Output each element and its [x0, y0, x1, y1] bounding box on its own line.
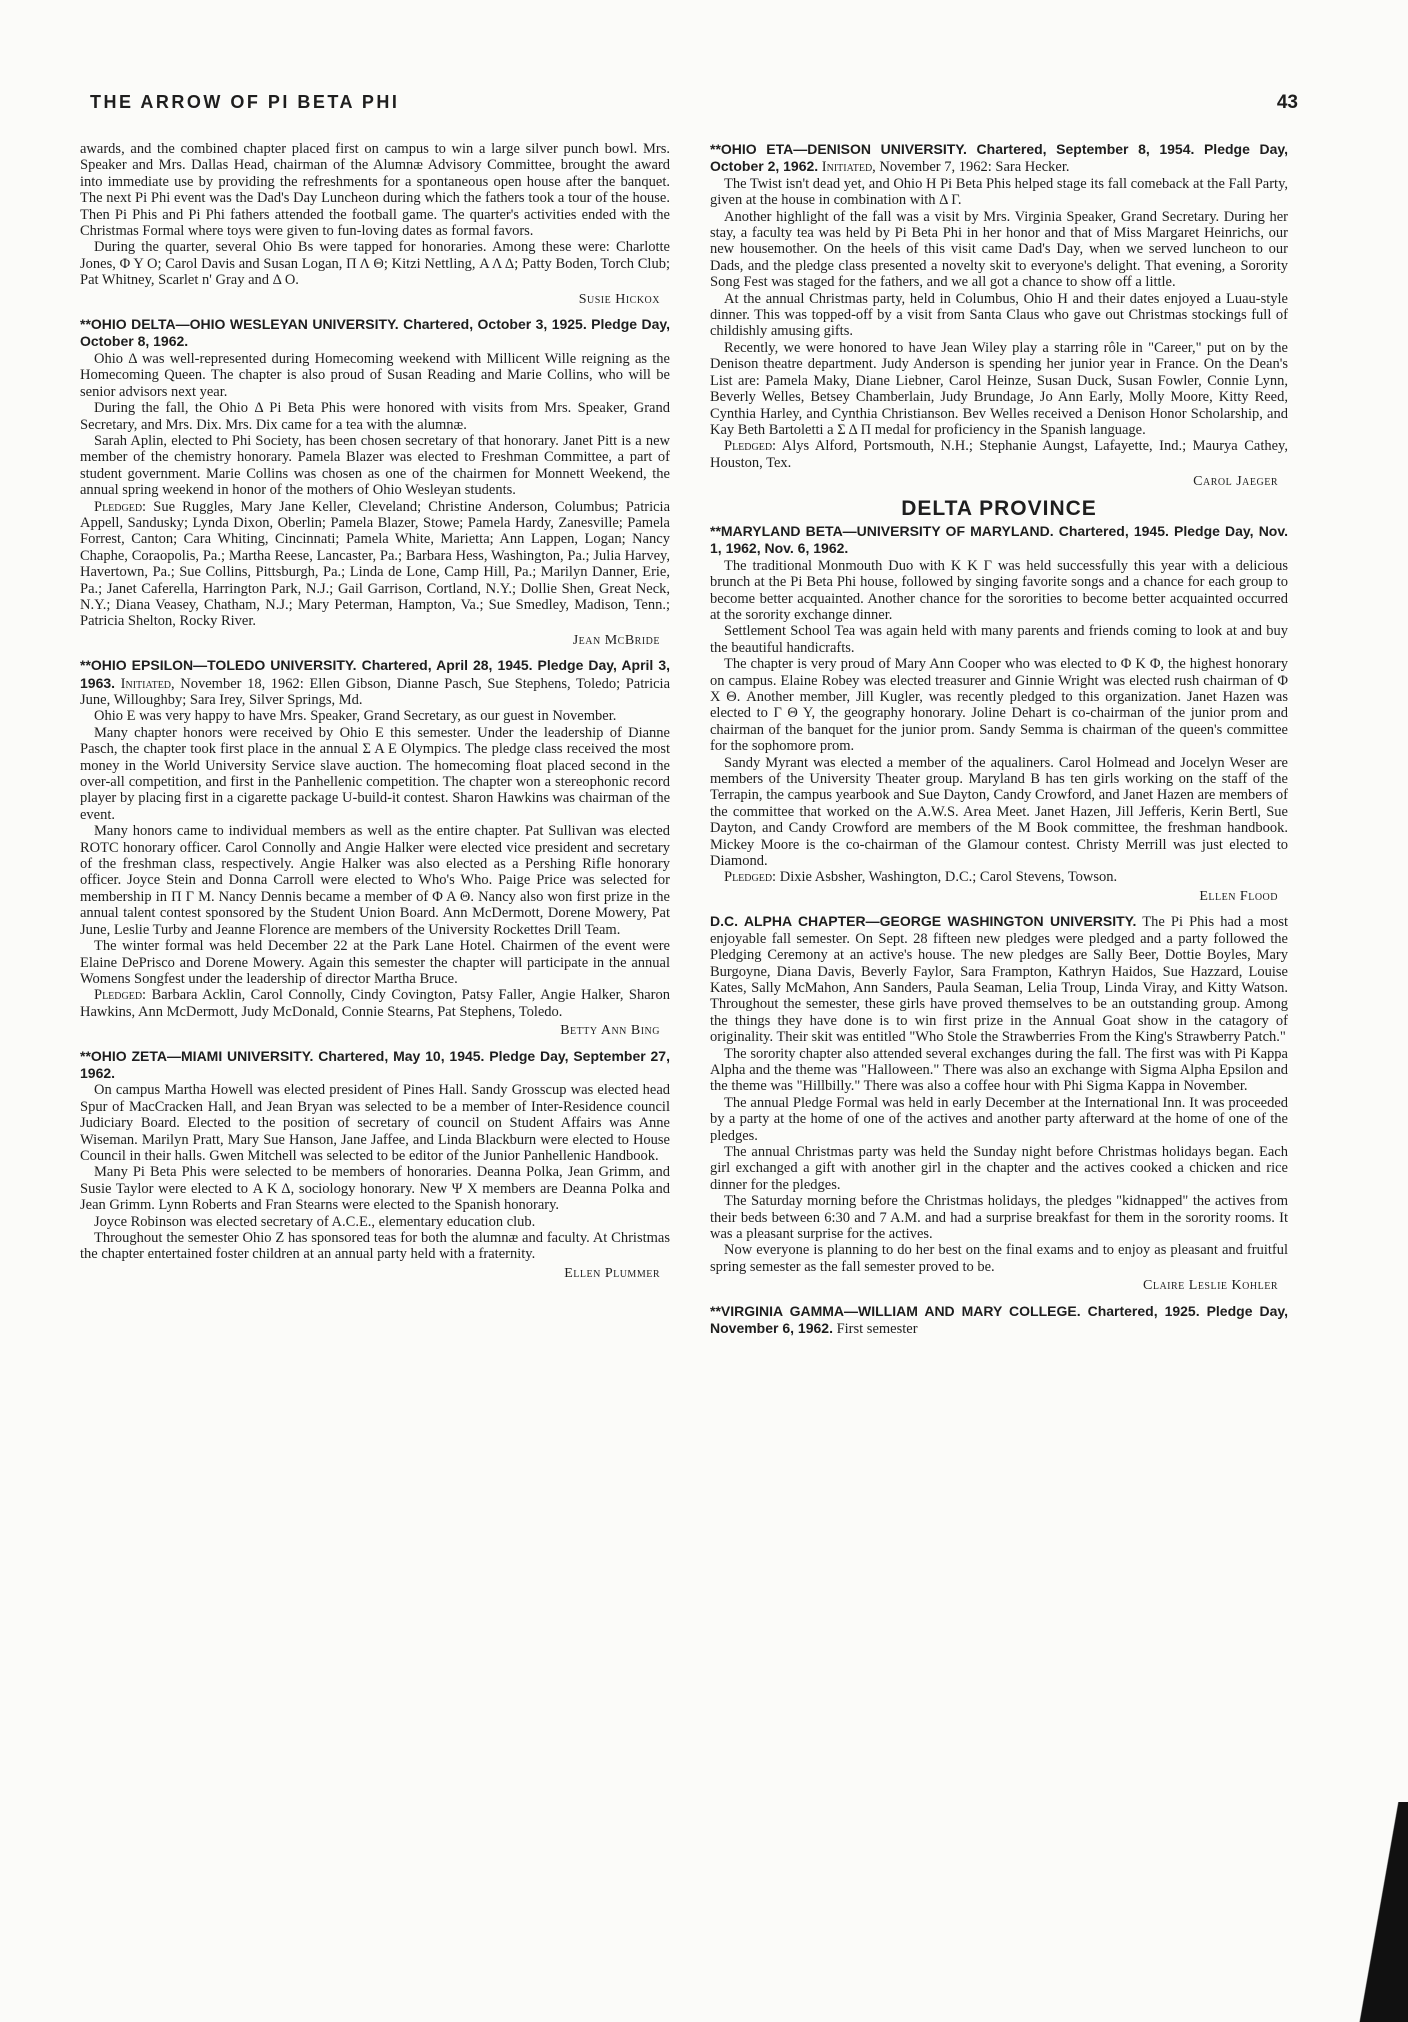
pledged-paragraph	[710, 869, 1288, 885]
paragraph: The sorority chapter also attended several exchanges during the fall. The first was with Pi Kappa Alpha and the theme was "Halloween." There was also an exchange with Sigma Alpha Epsilon and the theme was "Hillbilly." There was also a coffee hour with Phi Sigma Kappa in November.	[710, 1045, 1288, 1095]
paragraph: Sarah Aplin, elected to Phi Society, has been chosen secretary of that honorary. Janet Pitt is a new member of the chemistry honorary. Pamela Blazer was elected to Freshman Committee, a part of student government. Marie Collins was chosen as one of the chairmen for Monnett Weekend, the annual spring weekend in honor of the mothers of Ohio Wesleyan students.	[80, 432, 670, 499]
paragraph: Another highlight of the fall was a visit by Mrs. Virginia Speaker, Grand Secretary. During her stay, a faculty tea was held by Pi Beta Phi in her honor and that of Miss Margaret Heinrichs, our new housemother. On the heels of this visit came Dad's Day, when we served luncheon to our Dads, and the pledge class presented a novelty skit to everyone's delight. That evening, a Sorority Song Fest was staged for the fathers, and we all got a chance to show off a little.	[710, 208, 1288, 291]
signature: Ellen Plummer	[564, 1265, 660, 1281]
pledged-label: Pledged:	[724, 438, 777, 455]
chapter-heading	[710, 141, 1288, 176]
paragraph: Joyce Robinson was elected secretary of A.C.E., elementary education club.	[94, 1213, 536, 1230]
paragraph: During the fall, the Ohio Δ Pi Beta Phis were honored with visits from Mrs. Speaker, Grand Secretary, and Mrs. Dix. Mrs. Dix came for a tea with the alumnæ.	[80, 400, 670, 433]
paragraph: Recently, we were honored to have Jean Wiley play a starring rôle in "Career," put on by the Denison theatre department. Judy Anderson is spending her junior year in France. On the Dean's List are: Pamela Maky, Diane Liebner, Carol Heinze, Susan Duck, Susan Fowler, Connie Lynn, Beverly Welles, Betsey Chamberlain, Judy Brundage, Jo Ann Early, Molly Moore, Kitty Reed, Cynthia Harley, and Cynthia Christianson. Bev Welles received a Denison Honor Scholarship, and Kay Beth Bartoletti a Σ Δ Π medal for proficiency in the Spanish language.	[710, 339, 1288, 438]
signature: Ellen Flood	[1199, 888, 1278, 904]
chapter-heading	[80, 1048, 670, 1083]
chapter-heading-text: **OHIO ZETA—MIAMI UNIVERSITY. Chartered, May 10, 1945. Pledge Day, September 27, 1962.	[80, 1047, 670, 1081]
pledged-names: Alys Alford, Portsmouth, N.H.; Stephanie Aungst, Lafayette, Ind.; Maurya Cathey, Houston, Tex.	[710, 438, 1288, 471]
pledged-names: Barbara Acklin, Carol Connolly, Cindy Covington, Patsy Faller, Angie Halker, Sharon Hawkins, Ann McDermott, Judy McDonald, Connie Stearns, Pat Stephens, Toledo.	[80, 987, 671, 1020]
signature: Claire Leslie Kohler	[1143, 1278, 1278, 1294]
paragraph: At the annual Christmas party, held in Columbus, Ohio Η and their dates enjoyed a Luau-style dinner. This was topped-off by a visit from Santa Claus who gave out Christmas stockings full of childishly amusing gifts.	[710, 290, 1288, 340]
running-header	[90, 92, 1298, 122]
running-title: THE ARROW OF PI BETA PHI	[90, 92, 400, 112]
paragraph: On campus Martha Howell was elected president of Pines Hall. Sandy Grosscup was elected head Spur of MacCracken Hall, and Jean Bryan was selected to be a member of Inter-Residence council Judiciary Board. Elected to the position of secretary of council on Student Affairs was Anne Wiseman. Marilyn Pratt, Mary Sue Hanson, Jane Jaffee, and Linda Blackburn were elected to House Council in their halls. Gwen Mitchell was selected to be editor of the Junior Panhellenic Handbook.	[80, 1082, 670, 1164]
paragraph: Many chapter honors were received by Ohio E this semester. Under the leadership of Dianne Pasch, the chapter took first place in the annual Σ Α Ε Olympics. The pledge class received the most money in the World University Service slave auction. The homecoming float placed second in the over-all competition, and first in the Panhellenic competition. The chapter won a stereophonic record player by placing first in a cigarette package U-build-it contest. Sharon Hawkins was chairman of the event.	[80, 724, 670, 823]
signature: Susie Hickox	[578, 291, 660, 307]
initiated-text: November 18, 1962: Ellen Gibson, Dianne Pasch, Sue Stephens, Toledo; Patricia June, Willoughby; Sara Irey, Silver Springs, Md.	[80, 675, 670, 708]
page-number: 43	[1276, 92, 1298, 113]
paragraph: The chapter is very proud of Mary Ann Cooper who was elected to Φ Κ Φ, the highest honorary on campus. Elaine Robey was elected treasurer and Ginnie Wright was elected rush chairman of Φ Χ Θ. Another member, Jill Kugler, was recently pledged to this organization. Janet Hazen was elected to Γ Θ Υ, the geography honorary. Joline Dehart is co-chairman of the junior prom and chairman of the banquet for the junior prom. Sandy Semma is chairman of the queen's committee for the sophomore prom.	[710, 656, 1288, 755]
paragraph: Sandy Myrant was elected a member of the aqualiners. Carol Holmead and Jocelyn Weser are members of the University Theater group. Maryland Β has ten girls working on the staff of the Terrapin, the campus yearbook and Sue Dayton, Candy Crowford, and Janet Hazen are members of the committee that worked on the A.W.S. Area Meet. Janet Hazen, Jill Jefferis, Kerin Bertl, Sue Dayton, and Candy Crowford are members of the M Book committee, the freshman handbook. Mickey Moore is the co-chairman of the Glamour contest. Christy Merrill was just elected to Diamond.	[710, 754, 1288, 870]
signature: Betty Ann Bing	[560, 1023, 660, 1039]
paragraph: Settlement School Tea was again held with many parents and friends coming to look at and buy the beautiful handicrafts.	[710, 623, 1288, 656]
signature: Carol Jaeger	[1193, 474, 1278, 490]
initiated-label: Initiated,	[821, 159, 876, 176]
paragraph: Many honors came to individual members as well as the entire chapter. Pat Sullivan was elected ROTC honorary officer. Carol Connolly and Angie Halker were elected vice president and secretary of the freshman class, respectively. Angie Halker was also elected as a Pershing Rifle honorary officer. Joyce Stein and Donna Carroll were elected to Who's Who. Paige Price was selected for membership in Π Γ Μ. Nancy Dennis became a member of Φ Α Θ. Nancy also won first prize in the annual talent contest sponsored by the Student Union Board. Ann McDermott, Dorene Mowery, Pat June, Leslie Turby and Jeanne Florence are members of the University Rockettes Drill Team.	[80, 823, 670, 938]
section-title: DELTA PROVINCE	[901, 496, 1097, 520]
paragraph-text: First semester	[836, 1321, 918, 1338]
signature: Jean McBride	[572, 632, 660, 648]
chapter-heading-text: D.C. ALPHA CHAPTER—GEORGE WASHINGTON UNIVERSITY.	[710, 913, 1137, 930]
chapter-heading-text: **OHIO DELTA—OHIO WESLEYAN UNIVERSITY. Chartered, October 3, 1925. Pledge Day, October 8, 1962.	[80, 316, 670, 350]
left-column	[80, 141, 670, 1285]
chapter-heading-text: **MARYLAND BETA—UNIVERSITY OF MARYLAND. Chartered, 1945. Pledge Day, Nov. 1, 1962, Nov. 6, 1962.	[710, 522, 1288, 557]
pledged-names: Sue Ruggles, Mary Jane Keller, Cleveland; Christine Anderson, Columbus; Patricia Appell, Sandusky; Lynda Dixon, Oberlin; Pamela Blazer, Stowe; Pamela Hardy, Zanesville; Pamela Forrest, Canton; Cara Whiting, Cincinnati; Pamela White, Marietta; Ann Lappen, Logan; Nancy Chaphe, Coraopolis, Pa.; Martha Reese, Lancaster, Pa.; Barbara Hess, Washington, Pa.; Julia Harvey, Havertown, Pa.; Sue Collins, Pittsburgh, Pa.; Linda de Lone, Camp Hill, Pa.; Marilyn Danner, Erie, Pa.; Janet Caferella, Harrington Park, N.J.; Gail Garrison, Cortland, N.Y.; Dollie Shen, Great Neck, N.Y.; Diana Veasey, Chatham, N.J.; Mary Peterman, Hampton, Va.; Sue Smedley, Madison, Tenn.; Patricia Shelton, Rocky River.	[80, 498, 671, 630]
paragraph: The Saturday morning before the Christmas holidays, the pledges "kidnapped" the actives from their beds between 6:30 and 7 A.M. and had a surprise breakfast for them in the sorority rooms. It was a pleasant surprise for the actives.	[710, 1193, 1288, 1242]
page-edge-shadow	[1338, 1802, 1408, 2022]
paragraph: During the quarter, several Ohio Bs were tapped for honoraries. Among these were: Charlotte Jones, Φ Υ Ο; Carol Davis and Susan Logan, Π Λ Θ; Kitzi Nettling, Α Λ Δ; Patty Boden, Torch Club; Pat Whitney, Scarlet n' Gray and Δ Ο.	[80, 239, 670, 289]
chapter-heading-text: **OHIO EPSILON—TOLEDO UNIVERSITY. Chartered, April 28, 1945. Pledge Day, April 3, 1963.	[80, 657, 670, 691]
chapter-heading	[80, 316, 670, 351]
paragraph: The annual Pledge Formal was held in early December at the International Inn. It was proceeded by a party at the home of one of the actives and another party afterward at the home of one of the pledges.	[710, 1094, 1288, 1144]
paragraph: Ohio Δ was well-represented during Homecoming weekend with Millicent Wille reigning as the Homecoming Queen. The chapter is also proud of Susan Reading and Marie Collins, who will be senior advisors next year.	[80, 350, 670, 400]
initiated-text: November 7, 1962: Sara Hecker.	[879, 159, 1070, 176]
pledged-paragraph	[80, 499, 670, 630]
paragraph-text: The Pi Phis had a most enjoyable fall semester. On Sept. 28 fifteen new pledges were pledged and a party followed the Pledging Ceremony at an active's house. The new pledges are Sally Beer, Dottie Boyles, Mary Burgoyne, Diana Davis, Beverly Faylor, Sara Frampton, Kathryn Haidos, Sue Hazzard, Louise Kates, Sally McMahon, Ann Sanders, Paula Seaman, Lelia Troup, Linda Viray, and Kitty Watson. Throughout the semester, these girls have proved themselves to be an outstanding group. Among the things they have done is to win first prize in the Annual Goat show in the catagory of originality. Their skit was entitled "Who Stole the Strawberries From the King's Strawberry Patch."	[710, 914, 1288, 1046]
pledged-paragraph	[710, 438, 1288, 471]
chapter-heading	[80, 657, 670, 708]
chapter-heading	[710, 913, 1288, 1045]
right-column	[710, 141, 1288, 1337]
pledged-paragraph	[80, 987, 670, 1020]
chapter-heading	[710, 1303, 1288, 1338]
paragraph: Throughout the semester Ohio Z has sponsored teas for both the alumnæ and faculty. At Christmas the chapter entertained foster children at an annual party held with a fraternity.	[80, 1230, 670, 1263]
paragraph: The traditional Monmouth Duo with Κ Κ Γ was held successfully this year with a delicious brunch at the Pi Beta Phi house, followed by singing favorite songs and a chance for each group to become better acquainted. Another chance for the sororities to become better acquainted occurred at the sorority exchange dinner.	[710, 557, 1288, 623]
paragraph: awards, and the combined chapter placed first on campus to win a large silver punch bowl. Mrs. Speaker and Mrs. Dallas Head, chairman of the Alumnæ Advisory Committee, brought the award into immediate use by providing the refreshments for a spontaneous open house after the banquet. The next Pi Phi event was the Dad's Day Luncheon during which the fathers took a tour of the house. Then Pi Phis and Pi Phi fathers attended the football game. The quarter's activities ended with the Christmas Formal where toys were given to fun-loving dates as formal favors.	[80, 141, 670, 240]
paragraph: Ohio E was very happy to have Mrs. Speaker, Grand Secretary, as our guest in November.	[94, 708, 617, 725]
pledged-names: Dixie Asbsher, Washington, D.C.; Carol Stevens, Towson.	[779, 869, 1118, 886]
paragraph: The annual Christmas party was held the Sunday night before Christmas holidays began. Each girl exchanged a gift with another girl in the chapter and the actives cooked a chicken and rice dinner for the pledges.	[710, 1143, 1288, 1193]
pledged-label: Pledged:	[94, 987, 147, 1004]
paragraph: The winter formal was held December 22 at the Park Lane Hotel. Chairmen of the event were Elaine DePrisco and Dorene Mowery. Again this semester the chapter will participate in the annual Womens Songfest under the leadership of director Martha Bruce.	[80, 938, 670, 987]
initiated-label: Initiated,	[120, 675, 175, 692]
chapter-heading-text: **OHIO ETA—DENISON UNIVERSITY. Chartered, September 8, 1954. Pledge Day, October 2, 1962.	[710, 141, 1288, 175]
paragraph: The Twist isn't dead yet, and Ohio Η Pi Beta Phis helped stage its fall comeback at the Fall Party, given at the house in combination with Δ Γ.	[710, 175, 1288, 209]
paragraph: Many Pi Beta Phis were selected to be members of honoraries. Deanna Polka, Jean Grimm, and Susie Taylor were elected to Α Κ Δ, sociology honorary. New Ψ Χ members are Deanna Polka and Jean Grimm. Lynn Roberts and Fran Stearns were elected to the Spanish honorary.	[80, 1164, 670, 1214]
chapter-heading-text: **VIRGINIA GAMMA—WILLIAM AND MARY COLLEGE. Chartered, 1925. Pledge Day, November 6, 1962.	[710, 1302, 1288, 1337]
paragraph: Now everyone is planning to do her best on the final exams and to enjoy as pleasant and fruitful spring semester as the fall semester proved to be.	[710, 1242, 1288, 1275]
pledged-label: Pledged:	[724, 869, 777, 886]
chapter-heading	[710, 523, 1288, 558]
pledged-label: Pledged:	[94, 498, 147, 515]
